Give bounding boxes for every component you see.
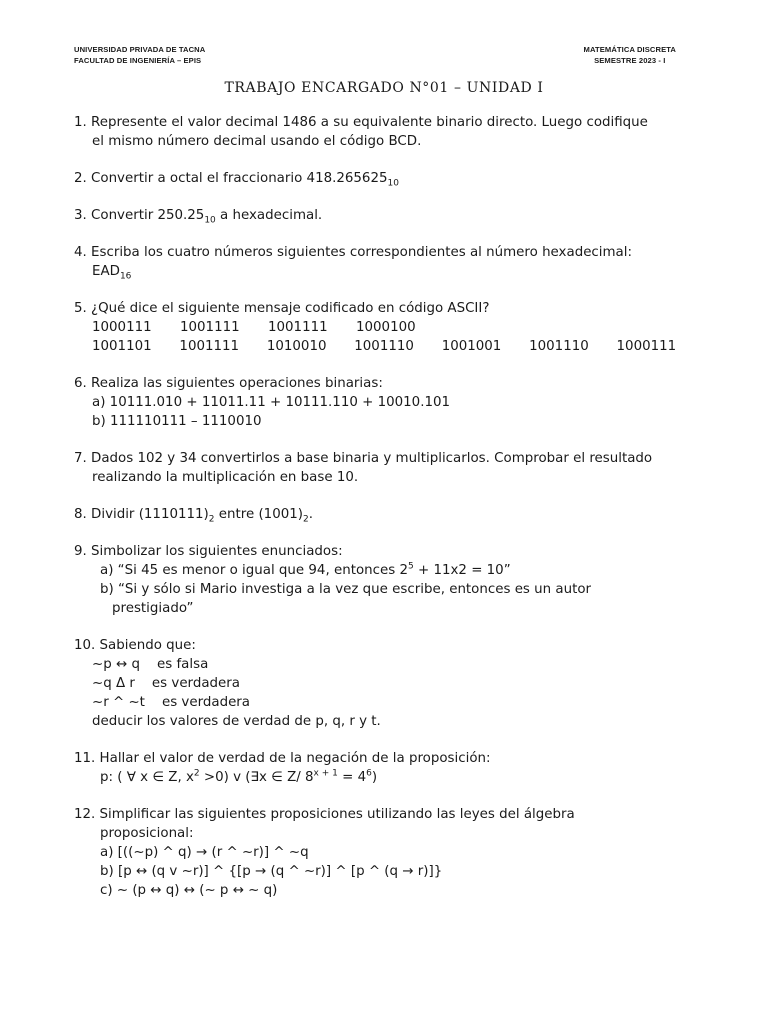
ascii-code: 1000111	[92, 320, 152, 335]
q7-line2: realizando la multiplicación en base 10.	[92, 470, 359, 485]
question-2	[74, 169, 704, 188]
q3-pre: 3. Convertir 250.25	[74, 208, 205, 223]
ascii-code: 1000100	[356, 320, 416, 335]
ascii-code: 1001001	[441, 339, 502, 354]
ascii-row-2	[74, 337, 704, 356]
ascii-code: 1001111	[268, 320, 328, 335]
question-10	[74, 636, 704, 731]
q11-exp1: 2	[193, 768, 200, 779]
ascii-code: 1010010	[266, 339, 327, 354]
university-name: UNIVERSIDAD PRIVADA DE TACNA	[74, 45, 206, 54]
header-right	[584, 44, 676, 66]
question-5	[74, 299, 704, 356]
q11-mid: >0) v (∃x ∈ Z/ 8	[199, 770, 314, 785]
course-name: MATEMÁTICA DISCRETA	[583, 45, 676, 54]
q8-mid: entre (1001)	[214, 507, 303, 522]
question-3	[74, 206, 704, 225]
q11-pre: p: ( ∀ x ∈ Z, x	[100, 770, 194, 785]
question-11	[74, 749, 704, 787]
question-4	[74, 243, 704, 281]
q4-base: 16	[119, 271, 132, 282]
ascii-code: 1001111	[180, 320, 240, 335]
q9-line1: 9. Simbolizar los siguientes enunciados:	[74, 544, 343, 559]
q6-line1: 6. Realiza las siguientes operaciones binarias:	[74, 376, 383, 391]
q10-premise-1: ~p ↔ q es falsa	[92, 657, 209, 672]
semester: SEMESTRE 2023 - I	[594, 56, 666, 65]
q11-mid2: = 4	[337, 770, 367, 785]
q1-line2: el mismo número decimal usando el código BCD.	[92, 134, 422, 149]
q11-line1: 11. Hallar el valor de verdad de la negación de la proposición:	[74, 751, 491, 766]
q5-line1: 5. ¿Qué dice el siguiente mensaje codificado en código ASCII?	[74, 301, 490, 316]
ascii-code: 1001110	[354, 339, 414, 354]
q10-premise-2: ~q Δ r es verdadera	[92, 676, 240, 691]
ascii-code: 1000111	[616, 339, 677, 354]
q10-premise-3: ~r ^ ~t es verdadera	[92, 695, 251, 710]
q9-a-exp: 5	[407, 561, 414, 572]
question-9	[74, 542, 704, 618]
q8-base1: 2	[208, 514, 215, 525]
q4-value	[74, 262, 704, 281]
question-7	[74, 449, 704, 487]
q12-a: a) [((~p) ^ q) → (r ^ ~r)] ^ ~q	[100, 845, 309, 860]
q11-proposition	[74, 768, 704, 787]
q9-a	[74, 561, 704, 580]
q11-exp2: x + 1	[313, 768, 338, 779]
q12-b: b) [p ↔ (q v ~r)] ^ {[p → (q ^ ~r)] ^ [p ^ (q → r)]}	[100, 864, 443, 879]
ascii-code: 1001110	[529, 339, 589, 354]
q9-a-pre: a) “Si 45 es menor o igual que 94, entonces 2	[100, 563, 408, 578]
q6-b: b) 111110111 – 1110010	[92, 414, 262, 429]
q9-a-post: + 11x2 = 10”	[413, 563, 511, 578]
q10-instruction: deducir los valores de verdad de p, q, r y t.	[92, 714, 381, 729]
q12-line2: proposicional:	[100, 826, 194, 841]
q9-b-line2: prestigiado”	[112, 601, 194, 616]
question-8	[74, 505, 704, 524]
question-12	[74, 805, 704, 900]
q6-a: a) 10111.010 + 11011.11 + 10111.110 + 10010.101	[92, 395, 451, 410]
q11-exp3: 6	[366, 768, 372, 779]
q4-hex: EAD	[92, 264, 120, 279]
q8-pre: 8. Dividir (1110111)	[74, 507, 209, 522]
question-6	[74, 374, 704, 431]
q1-line1: 1. Represente el valor decimal 1486 a su equivalente binario directo. Luego codifique	[74, 115, 648, 130]
q8-post: .	[308, 507, 313, 522]
question-1	[74, 113, 704, 151]
q3-base: 10	[204, 215, 216, 226]
q7-line1: 7. Dados 102 y 34 convertirlos a base binaria y multiplicarlos. Comprobar el resultado	[74, 451, 653, 466]
q12-c: c) ~ (p ↔ q) ↔ (~ p ↔ ~ q)	[100, 883, 278, 898]
faculty-name: FACULTAD DE INGENIERÍA – EPIS	[74, 56, 202, 65]
q8-base2: 2	[302, 514, 309, 525]
q11-post: )	[371, 770, 378, 785]
header-left	[74, 44, 205, 66]
q3-post: a hexadecimal.	[215, 208, 323, 223]
ascii-code: 1001101	[92, 339, 152, 354]
q9-b-line1: b) “Si y sólo si Mario investiga a la vez que escribe, entonces es un autor	[100, 582, 592, 597]
q2-base: 10	[387, 178, 399, 189]
document-body	[74, 113, 704, 900]
q4-line1: 4. Escriba los cuatro números siguientes correspondientes al número hexadecimal:	[74, 245, 632, 260]
ascii-code: 1001111	[179, 339, 240, 354]
q10-line1: 10. Sabiendo que:	[74, 638, 196, 653]
q12-line1: 12. Simplificar las siguientes proposiciones utilizando las leyes del álgebra	[74, 807, 575, 822]
ascii-row-1	[74, 318, 704, 337]
q2-text: 2. Convertir a octal el fraccionario 418.265625	[74, 171, 388, 186]
document-title: TRABAJO ENCARGADO N°01 – UNIDAD I	[224, 80, 544, 96]
